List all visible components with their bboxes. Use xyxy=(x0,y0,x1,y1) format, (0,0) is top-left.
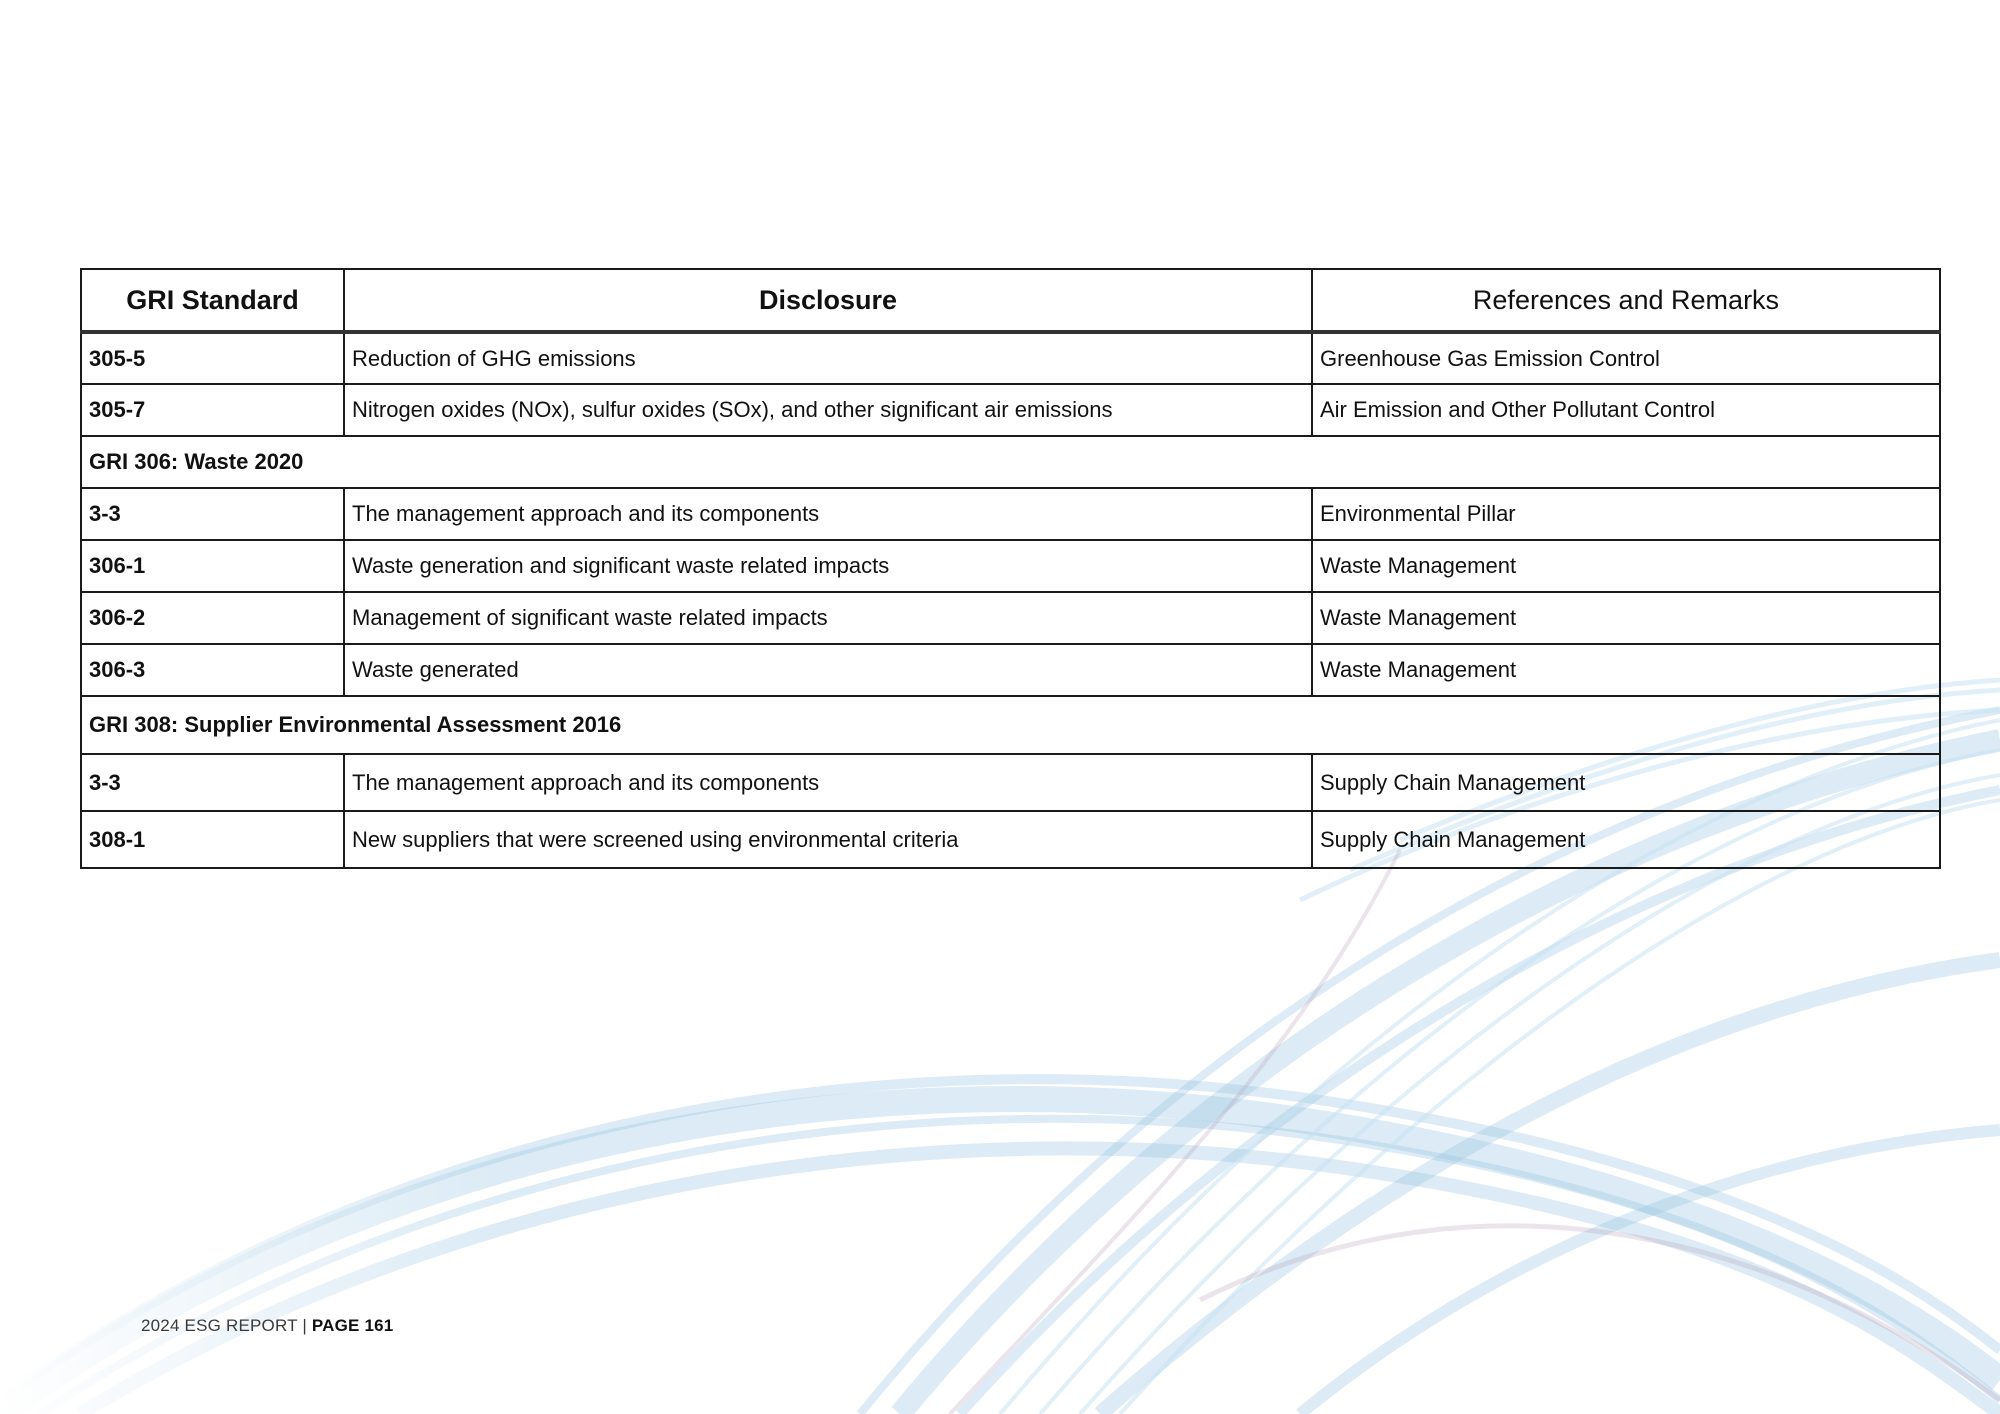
row-reference: Environmental Pillar xyxy=(1312,488,1940,540)
row-disclosure: Management of significant waste related impacts xyxy=(344,592,1312,644)
row-code: 306-2 xyxy=(81,592,344,644)
table-row xyxy=(81,754,1940,811)
header-gri-standard: GRI Standard xyxy=(81,269,344,332)
header-disclosure: Disclosure xyxy=(344,269,1312,332)
footer-report-label: 2024 ESG REPORT | xyxy=(141,1316,312,1335)
row-disclosure: Waste generation and significant waste related impacts xyxy=(344,540,1312,592)
gri-content-index-table xyxy=(80,268,1941,869)
row-code: 308-1 xyxy=(81,811,344,868)
row-reference: Supply Chain Management xyxy=(1312,754,1940,811)
row-reference: Waste Management xyxy=(1312,644,1940,696)
row-reference: Supply Chain Management xyxy=(1312,811,1940,868)
table-row xyxy=(81,332,1940,384)
row-reference: Waste Management xyxy=(1312,592,1940,644)
row-code: 305-7 xyxy=(81,384,344,436)
row-code: 3-3 xyxy=(81,488,344,540)
row-code: 305-5 xyxy=(81,332,344,384)
table-row xyxy=(81,592,1940,644)
row-disclosure: The management approach and its components xyxy=(344,488,1312,540)
row-disclosure: Waste generated xyxy=(344,644,1312,696)
row-reference: Air Emission and Other Pollutant Control xyxy=(1312,384,1940,436)
row-reference: Waste Management xyxy=(1312,540,1940,592)
table-row xyxy=(81,644,1940,696)
table-row xyxy=(81,384,1940,436)
header-references: References and Remarks xyxy=(1312,269,1940,332)
table-row xyxy=(81,540,1940,592)
table-header-row xyxy=(81,269,1940,332)
row-reference: Greenhouse Gas Emission Control xyxy=(1312,332,1940,384)
row-disclosure: Nitrogen oxides (NOx), sulfur oxides (SOx), and other significant air emissions xyxy=(344,384,1312,436)
table-row xyxy=(81,811,1940,868)
row-code: 3-3 xyxy=(81,754,344,811)
row-disclosure: New suppliers that were screened using environmental criteria xyxy=(344,811,1312,868)
row-code: 306-1 xyxy=(81,540,344,592)
section-row-waste xyxy=(81,436,1940,488)
row-disclosure: The management approach and its components xyxy=(344,754,1312,811)
section-title-waste: GRI 306: Waste 2020 xyxy=(81,436,1940,488)
footer-page-number: PAGE 161 xyxy=(311,1316,394,1335)
row-code: 306-3 xyxy=(81,644,344,696)
table-row xyxy=(81,488,1940,540)
page-footer xyxy=(141,1316,393,1336)
section-title-supplier: GRI 308: Supplier Environmental Assessment 2016 xyxy=(81,696,1940,754)
row-disclosure: Reduction of GHG emissions xyxy=(344,332,1312,384)
section-row-supplier xyxy=(81,696,1940,754)
